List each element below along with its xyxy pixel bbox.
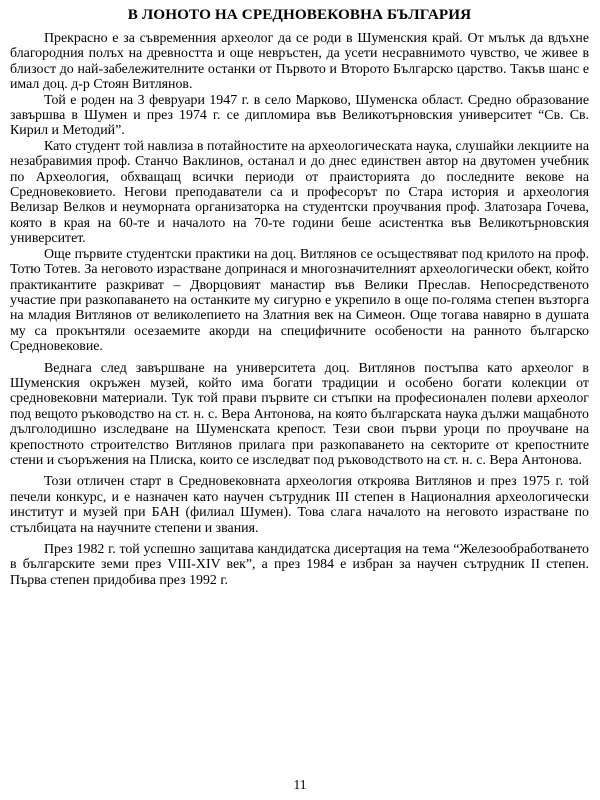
document-body xyxy=(10,31,589,588)
paragraph-dissertation: През 1982 г. той успешно защитава кандидатска дисертация на тема “Железообработването в българските земи през VIII-XIV век”, а през 1984 е избран за научен сътрудник II степен. Първа степен придобива през 1992 г. xyxy=(10,542,589,588)
paragraph-student-years: Като студент той навлиза в потайностите на археологическата наука, слушайки лекциите на незабравимия проф. Станчо Ваклинов, останал и до днес единствен автор на двутомен учебник по Археология, обхващащ всички периоди от праисторията до последните векове на Средновековието. Негови преподаватели са и професорът по Стара история и археология Велизар Велков и неуморната организаторка на студентски проучвания проф. Златозара Гочева, която в края на 60-те и началото на 70-те години беше асистентка във Великотърновския университет. xyxy=(10,138,589,247)
page-number: 11 xyxy=(293,777,307,792)
paragraph-first-practices: Още първите студентски практики на доц. Витлянов се осъществяват под крилото на проф. Тотю Тотев. За неговото израстване допринася и многозначителният археологически обект, който практикантите разкриват – Дворцовият манастир във Велики Преслав. Непосредственото участие при разкопаването на останките му сигурно е укрепило в още по-голяма степен възторга на младия Витлянов от великолепието на Златния век на Симеон. Още тогава навярно в душата му са прокънтяли осезаемите акорди на специфичните особености на ранното българско Средновековие. xyxy=(10,246,589,355)
paragraph-birth-education: Той е роден на 3 февруари 1947 г. в село Марково, Шуменска област. Средно образование завършва в Шумен и през 1974 г. се дипломира във Великотърновския университет “Св. Св. Кирил и Методий”. xyxy=(10,92,589,139)
paragraph-institute-appointment: Този отличен старт в Средновековната археология откроява Витлянов и през 1975 г. той печели конкурс, и е назначен като научен сътрудник III степен в Националния археологически институт и музей при БАН (филиал Шумен). Това слага началото на неговото израстване по стълбицата на научните степени и звания. xyxy=(10,474,589,536)
paragraph-birthplace-intro: Прекрасно е за съвременния археолог да се роди в Шуменския край. От мълък да вдъхне благородния полъх на древността и още невръстен, да усети несравнимото чувство, че живее в близост до най-забележителните останки от Първото и Второто Българско царство. Такъв шанс е имал доц. д-р Стоян Витлянов. xyxy=(10,31,589,93)
document-title: В ЛОНОТО НА СРЕДНОВЕКОВНА БЪЛГАРИЯ xyxy=(127,6,472,23)
paragraph-shumen-museum: Веднага след завършване на университета доц. Витлянов постъпва като археолог в Шуменския окръжен музей, който има богати традиции и особено богати колекции от средновековни материали. Тук той прави първите си стъпки на професионален полеви археолог под вещото ръководство на ст. н. с. Вера Антонова, на която българската наука дължи мащабното дълголодишно изследване на Шуменската крепост. Тези свои първи уроци по проучване на крепостното строителство Витлянов прилага при разкопаването на секторите от крепостните стени и съоръжения на Плиска, които се изследват под ръководството на ст. н. с. Вера Антонова. xyxy=(10,360,589,468)
